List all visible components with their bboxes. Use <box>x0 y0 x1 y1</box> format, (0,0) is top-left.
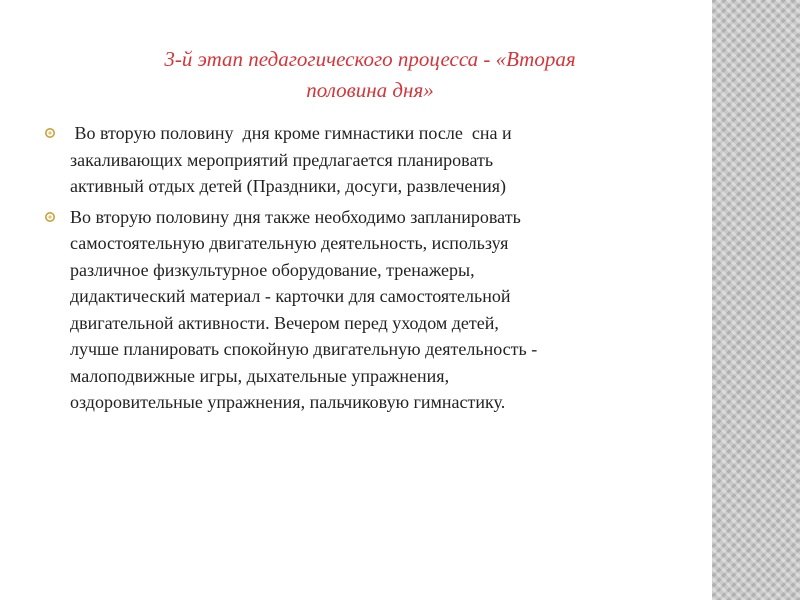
bullet-line: Во вторую половину дня кроме гимнастики после сна и <box>70 123 512 143</box>
decorative-side-band <box>712 0 800 600</box>
bullet-line: Во вторую половину дня также необходимо запланировать <box>70 206 521 227</box>
bullet-line: дидактический материал - карточки для самостоятельной <box>70 286 511 306</box>
bullet-line: малоподвижные игры, дыхательные упражнения, <box>70 365 450 386</box>
bullet-text <box>70 120 674 200</box>
bullet-line: самостоятельную двигательную деятельность, используя <box>70 233 509 253</box>
bullet-line: лучше планировать спокойную двигательную деятельность - <box>70 339 538 359</box>
bullet-line: оздоровительные упражнения, пальчиковую гимнастику. <box>70 392 506 412</box>
bullet-item <box>44 120 674 200</box>
bullet-list <box>44 120 674 420</box>
title-line-2: половина дня» <box>306 78 434 102</box>
ring-bullet-icon <box>44 127 56 139</box>
bullet-line: активный отдых детей (Праздники, досуги, развлечения) <box>70 176 507 196</box>
bullet-item <box>44 204 674 416</box>
slide-title <box>60 44 680 106</box>
bullet-line: двигательной активности. Вечером перед уходом детей, <box>70 312 499 333</box>
title-line-1: 3-й этап педагогического процесса - «Вторая <box>164 47 576 71</box>
bullet-line: закаливающих мероприятий предлагается планировать <box>70 149 494 170</box>
bullet-line: различное физкультурное оборудование, тренажеры, <box>70 259 475 280</box>
ring-bullet-icon <box>44 211 56 223</box>
bullet-text <box>70 204 674 416</box>
